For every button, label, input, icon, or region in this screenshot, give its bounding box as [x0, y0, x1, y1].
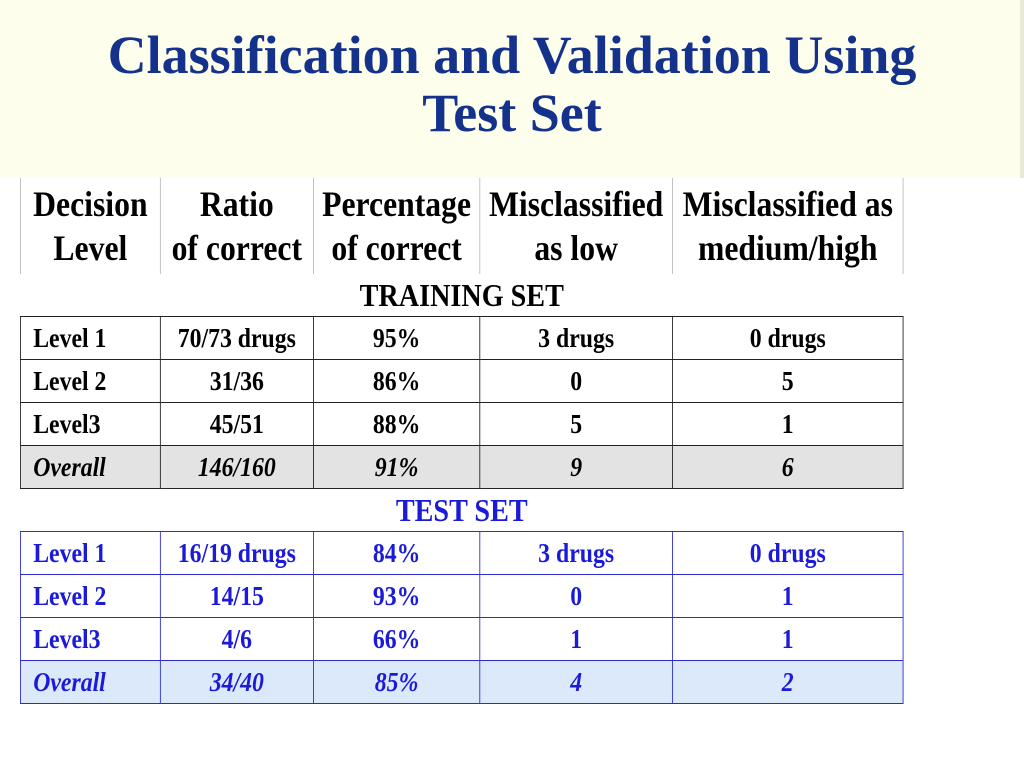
- slide-title-line-2: Test Set: [422, 83, 602, 143]
- results-table: [20, 178, 904, 704]
- table-cell: 6: [672, 446, 903, 489]
- table-cell: 9: [480, 446, 673, 489]
- test-set-label-row: [20, 489, 903, 532]
- table-row: [20, 575, 903, 618]
- header-text: Ratio: [199, 184, 274, 224]
- table-cell: 4/6: [160, 618, 313, 661]
- training-set-label: TRAINING SET: [359, 277, 564, 313]
- header-percentage-correct: [313, 178, 480, 274]
- header-decision-level: [20, 178, 160, 274]
- header-text: Decision: [33, 184, 148, 224]
- table-cell: 5: [480, 403, 673, 446]
- table-row: [20, 618, 903, 661]
- table-cell: 0 drugs: [672, 317, 903, 360]
- header-text: of correct: [331, 228, 462, 268]
- header-text: Level: [53, 228, 128, 268]
- training-overall-row: [20, 446, 903, 489]
- header-ratio-correct: [160, 178, 313, 274]
- table-cell: 14/15: [160, 575, 313, 618]
- table-cell: 1: [672, 403, 903, 446]
- slide-title-line-1: Classification and Validation Using: [107, 25, 917, 85]
- table-cell: Level 2: [20, 575, 160, 618]
- header-text: Misclassified: [489, 184, 664, 224]
- table-cell: 146/160: [160, 446, 313, 489]
- header-text: medium/high: [697, 228, 878, 268]
- test-set-label: TEST SET: [395, 492, 528, 528]
- table-row: [20, 317, 903, 360]
- table-cell: 84%: [313, 532, 480, 575]
- table-cell: 16/19 drugs: [160, 532, 313, 575]
- table-cell: Level3: [20, 618, 160, 661]
- header-row: [20, 178, 903, 274]
- table-cell: 85%: [313, 661, 480, 704]
- table-cell: 70/73 drugs: [160, 317, 313, 360]
- table-cell: 45/51: [160, 403, 313, 446]
- table-cell: 93%: [313, 575, 480, 618]
- table-cell: 0 drugs: [672, 532, 903, 575]
- table-cell: Level3: [20, 403, 160, 446]
- table-cell: 1: [480, 618, 673, 661]
- table-cell: 0: [480, 575, 673, 618]
- header-text: Percentage: [322, 184, 472, 224]
- table-cell: 88%: [313, 403, 480, 446]
- table-cell: Overall: [20, 661, 160, 704]
- table-cell: 86%: [313, 360, 480, 403]
- table-cell: 3 drugs: [480, 532, 673, 575]
- test-overall-row: [20, 661, 903, 704]
- table-cell: 1: [672, 575, 903, 618]
- header-text: Misclassified as: [682, 184, 893, 224]
- table-cell: Overall: [20, 446, 160, 489]
- table-cell: Level 1: [20, 532, 160, 575]
- header-misclassified-low: [480, 178, 673, 274]
- table-cell: 31/36: [160, 360, 313, 403]
- table-cell: Level 2: [20, 360, 160, 403]
- training-set-label-row: [20, 274, 903, 317]
- table-cell: 66%: [313, 618, 480, 661]
- table-cell: 5: [672, 360, 903, 403]
- table-row: [20, 532, 903, 575]
- slide-title: [0, 26, 1024, 142]
- table-cell: 91%: [313, 446, 480, 489]
- table-cell: Level 1: [20, 317, 160, 360]
- table-cell: 3 drugs: [480, 317, 673, 360]
- table-row: [20, 360, 903, 403]
- table-cell: 95%: [313, 317, 480, 360]
- table-cell: 2: [672, 661, 903, 704]
- table-cell: 1: [672, 618, 903, 661]
- header-text: of correct: [171, 228, 303, 268]
- table-row: [20, 403, 903, 446]
- table-cell: 34/40: [160, 661, 313, 704]
- table-cell: 0: [480, 360, 673, 403]
- header-text: as low: [534, 228, 618, 268]
- header-misclassified-medium-high: [672, 178, 903, 274]
- table-cell: 4: [480, 661, 673, 704]
